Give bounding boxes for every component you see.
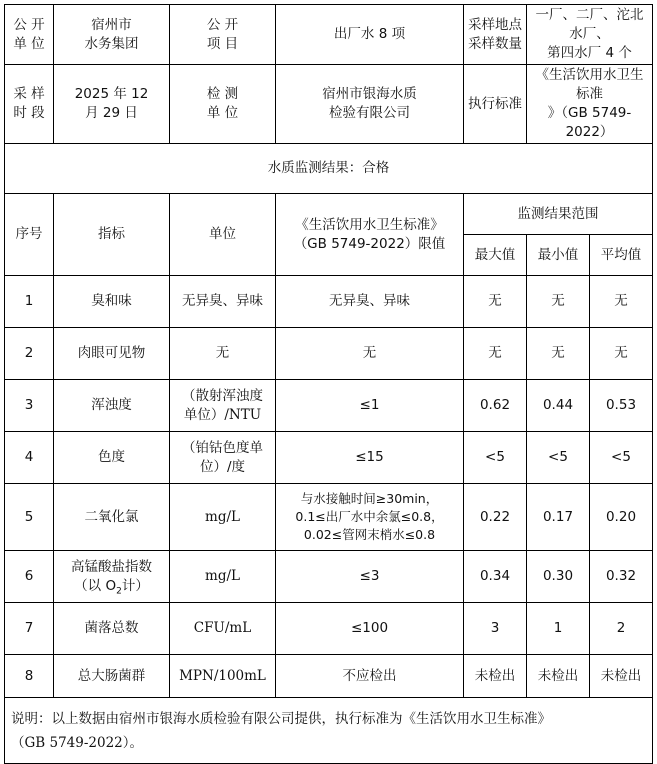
col-index: 序号 — [5, 194, 54, 276]
value-item: 出厂水 8 项 — [276, 5, 464, 65]
row-avg: 无 — [590, 328, 653, 380]
row-indicator: 色度 — [54, 432, 170, 484]
row-limit: ≤3 — [276, 551, 464, 603]
row-index: 1 — [5, 276, 54, 328]
row-limit: 无异臭、异味 — [276, 276, 464, 328]
row-index: 4 — [5, 432, 54, 484]
table-row — [5, 380, 653, 432]
summary-row — [5, 144, 653, 194]
value-lab: 宿州市银海水质 检验有限公司 — [276, 65, 464, 144]
table-row — [5, 603, 653, 655]
row-indicator: 总大肠菌群 — [54, 655, 170, 698]
row-min: 0.30 — [527, 551, 590, 603]
row-avg: 2 — [590, 603, 653, 655]
row-max: 无 — [464, 328, 527, 380]
col-range: 监测结果范围 — [464, 194, 653, 235]
col-indicator: 指标 — [54, 194, 170, 276]
label-lab: 检 测 单 位 — [170, 65, 276, 144]
row-unit: mg/L — [170, 484, 276, 551]
row-max: 0.34 — [464, 551, 527, 603]
table-row — [5, 655, 653, 698]
table-row — [5, 551, 653, 603]
row-max: 0.22 — [464, 484, 527, 551]
row-limit: ≤1 — [276, 380, 464, 432]
row-min: 0.44 — [527, 380, 590, 432]
row-min: 无 — [527, 276, 590, 328]
row-unit: CFU/mL — [170, 603, 276, 655]
table-row — [5, 432, 653, 484]
value-period: 2025 年 12 月 29 日 — [54, 65, 170, 144]
row-unit: MPN/100mL — [170, 655, 276, 698]
row-indicator: 菌落总数 — [54, 603, 170, 655]
row-index: 5 — [5, 484, 54, 551]
row-avg: 无 — [590, 276, 653, 328]
row-unit: （铂钴色度单 位）/度 — [170, 432, 276, 484]
row-index: 7 — [5, 603, 54, 655]
row-avg: 未检出 — [590, 655, 653, 698]
water-quality-table — [4, 4, 653, 764]
col-avg: 平均值 — [590, 235, 653, 276]
result-summary: 水质监测结果：合格 — [5, 144, 653, 194]
row-indicator: 肉眼可见物 — [54, 328, 170, 380]
row-avg: 0.32 — [590, 551, 653, 603]
table-row — [5, 484, 653, 551]
row-min: 无 — [527, 328, 590, 380]
row-unit: 无 — [170, 328, 276, 380]
row-max: 0.62 — [464, 380, 527, 432]
info-row-2 — [5, 65, 653, 144]
row-limit: ≤100 — [276, 603, 464, 655]
col-min: 最小值 — [527, 235, 590, 276]
column-header-row-1 — [5, 194, 653, 235]
row-indicator: 臭和味 — [54, 276, 170, 328]
value-sampling: 一厂、二厂、沱北水厂、 第四水厂 4 个 — [527, 5, 653, 65]
row-max: 无 — [464, 276, 527, 328]
table-row — [5, 276, 653, 328]
row-unit: （散射浑浊度 单位）/NTU — [170, 380, 276, 432]
label-sampling: 采样地点 采样数量 — [464, 5, 527, 65]
row-index: 8 — [5, 655, 54, 698]
label-period: 采 样 时 段 — [5, 65, 54, 144]
row-indicator: 二氧化氯 — [54, 484, 170, 551]
value-publisher: 宿州市 水务集团 — [54, 5, 170, 65]
col-max: 最大值 — [464, 235, 527, 276]
row-max: 未检出 — [464, 655, 527, 698]
note-row — [5, 698, 653, 764]
row-unit: mg/L — [170, 551, 276, 603]
label-standard: 执行标准 — [464, 65, 527, 144]
value-standard: 《生活饮用水卫生标准 》（GB 5749-2022） — [527, 65, 653, 144]
row-limit: 与水接触时间≥30min， 0.1≤出厂水中余氯≤0.8， 0.02≤管网末梢水≤0.8 — [276, 484, 464, 551]
row-min: 1 — [527, 603, 590, 655]
row-limit: ≤15 — [276, 432, 464, 484]
row-avg: 0.53 — [590, 380, 653, 432]
col-unit: 单位 — [170, 194, 276, 276]
row-max: <5 — [464, 432, 527, 484]
row-indicator: 浑浊度 — [54, 380, 170, 432]
row-index: 6 — [5, 551, 54, 603]
table-row — [5, 328, 653, 380]
row-min: 0.17 — [527, 484, 590, 551]
row-avg: 0.20 — [590, 484, 653, 551]
row-max: 3 — [464, 603, 527, 655]
row-index: 2 — [5, 328, 54, 380]
row-min: 未检出 — [527, 655, 590, 698]
row-limit: 无 — [276, 328, 464, 380]
row-min: <5 — [527, 432, 590, 484]
row-limit: 不应检出 — [276, 655, 464, 698]
label-publisher: 公 开 单 位 — [5, 5, 54, 65]
label-item: 公 开 项 目 — [170, 5, 276, 65]
row-avg: <5 — [590, 432, 653, 484]
footnote: 说明：以上数据由宿州市银海水质检验有限公司提供，执行标准为《生活饮用水卫生标准》 （GB 5749-2022）。 — [5, 698, 653, 764]
col-limit: 《生活饮用水卫生标准》 （GB 5749-2022）限值 — [276, 194, 464, 276]
row-unit: 无异臭、异味 — [170, 276, 276, 328]
info-row-1 — [5, 5, 653, 65]
row-index: 3 — [5, 380, 54, 432]
row-indicator: 高锰酸盐指数 （以 $O_2$计） — [54, 551, 170, 603]
